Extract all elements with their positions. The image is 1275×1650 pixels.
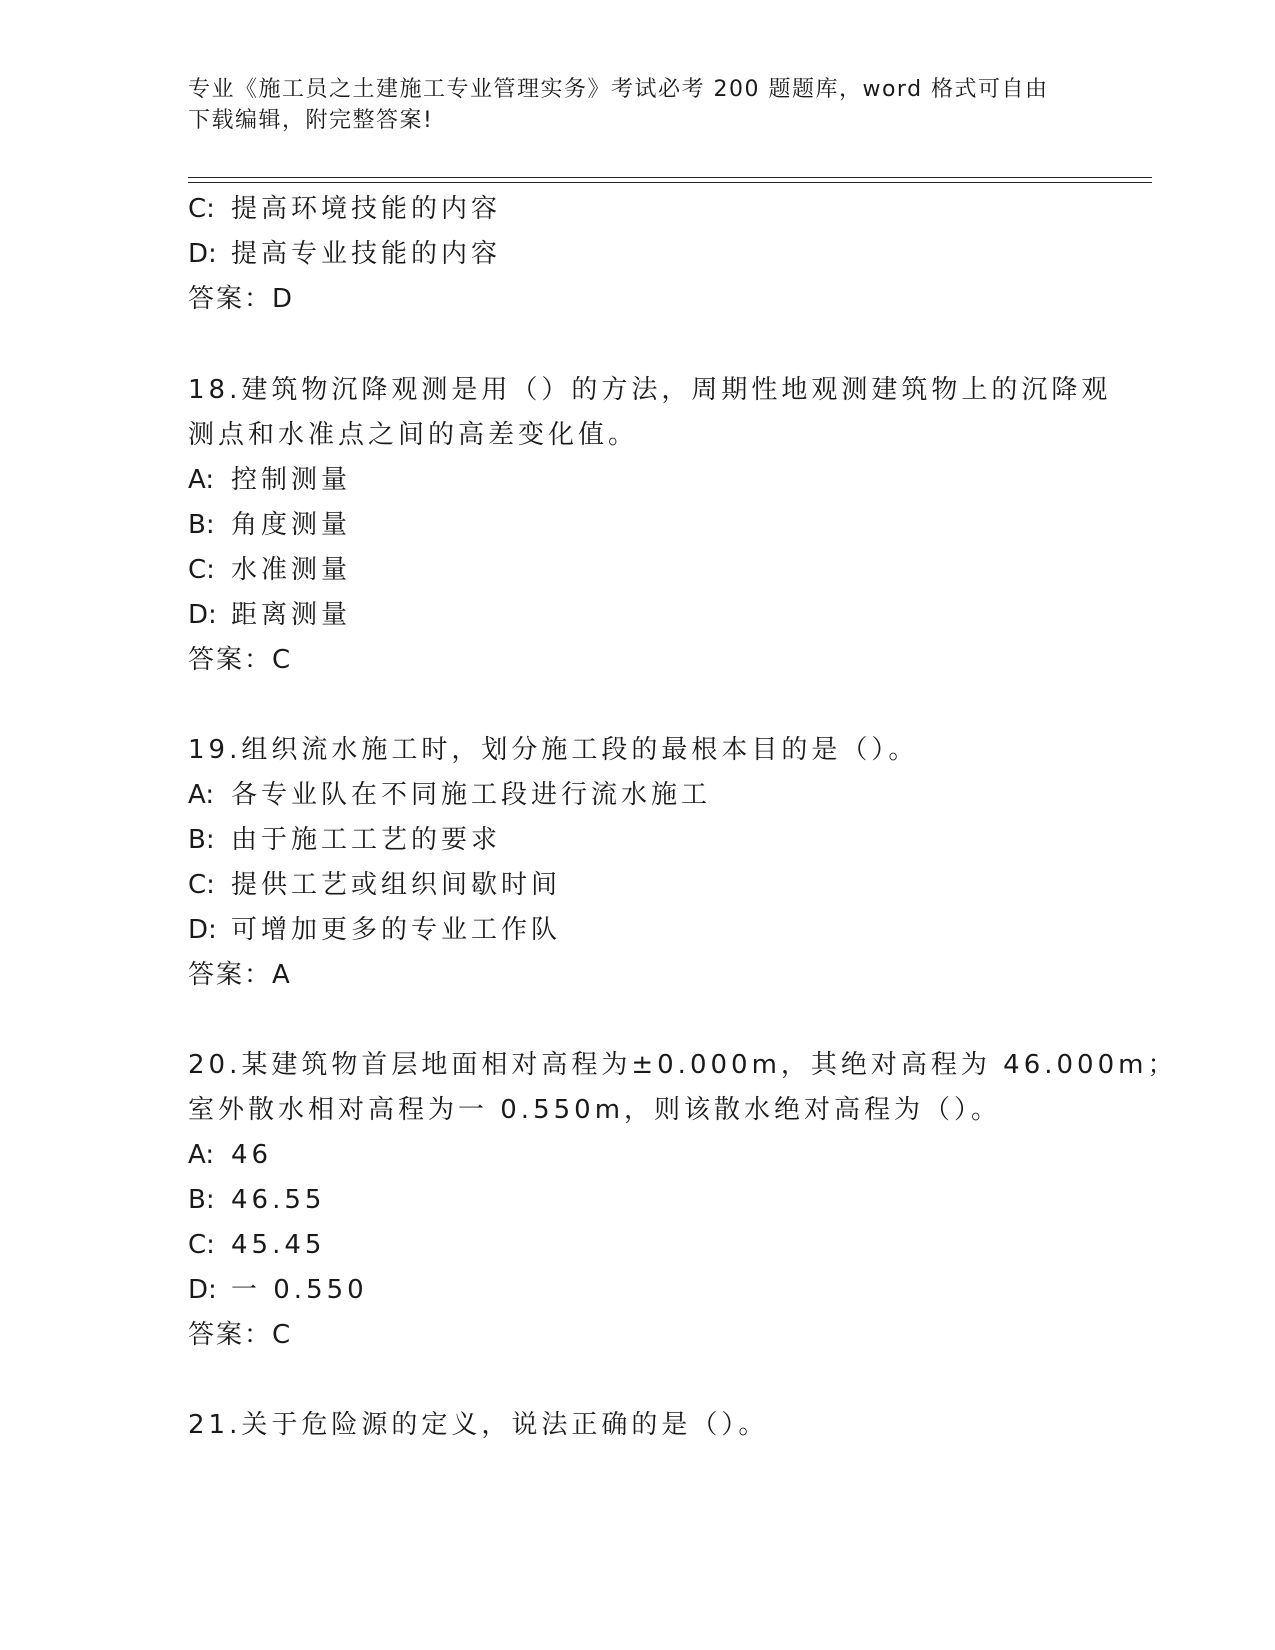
- option-b: [188, 510, 351, 540]
- option-letter: B:: [188, 1185, 215, 1215]
- option-letter: D:: [188, 239, 217, 269]
- option-c: [188, 870, 561, 900]
- option-text: 各专业队在不同施工段进行流水施工: [231, 780, 712, 810]
- option-c: [188, 194, 501, 224]
- option-a: [188, 780, 711, 810]
- question-20-line-2: 室外散水相对高程为一 0.550m，则该散水绝对高程为（）。: [188, 1095, 1002, 1125]
- question-20-line-1: 20.某建筑物首层地面相对高程为±0.000m，其绝对高程为 46.000m；: [188, 1050, 1178, 1080]
- header-divider-bottom: [188, 182, 1152, 183]
- option-letter: A:: [188, 465, 215, 495]
- question-21-line-1: 21.关于危险源的定义，说法正确的是（）。: [188, 1410, 769, 1440]
- option-letter: C:: [188, 1230, 215, 1260]
- option-text: 可增加更多的专业工作队: [231, 915, 562, 945]
- option-a: [188, 1140, 272, 1170]
- header-line-1: 专业《施工员之土建施工专业管理实务》考试必考 200 题题库，word 格式可自由: [188, 77, 1049, 102]
- option-text: 45.45: [231, 1230, 326, 1260]
- option-text: 控制测量: [231, 465, 352, 495]
- option-letter: A:: [188, 780, 215, 810]
- answer-line: 答案：A: [188, 960, 292, 990]
- question-18-line-1: 18.建筑物沉降观测是用（）的方法，周期性地观测建筑物上的沉降观: [188, 375, 1112, 405]
- option-text: 一 0.550: [231, 1275, 368, 1305]
- answer-line: 答案：C: [188, 1320, 293, 1350]
- option-letter: B:: [188, 510, 215, 540]
- option-text: 由于施工工艺的要求: [231, 825, 502, 855]
- document-header: [188, 74, 1068, 136]
- header-divider-top: [188, 177, 1152, 178]
- option-letter: D:: [188, 915, 217, 945]
- answer-line: 答案：D: [188, 284, 295, 314]
- option-letter: A:: [188, 1140, 215, 1170]
- option-letter: D:: [188, 600, 217, 630]
- option-letter: C:: [188, 870, 215, 900]
- header-line-2: 下载编辑，附完整答案!: [188, 108, 434, 133]
- option-letter: C:: [188, 555, 215, 585]
- option-letter: C:: [188, 194, 215, 224]
- option-text: 距离测量: [231, 600, 352, 630]
- option-letter: B:: [188, 825, 215, 855]
- option-d: [188, 915, 561, 945]
- answer-line: 答案：C: [188, 645, 293, 675]
- option-d: [188, 600, 351, 630]
- option-b: [188, 825, 501, 855]
- option-text: 46: [231, 1140, 273, 1170]
- option-d: [188, 1275, 368, 1305]
- option-c: [188, 555, 351, 585]
- option-text: 角度测量: [231, 510, 352, 540]
- option-a: [188, 465, 351, 495]
- option-d: [188, 239, 501, 269]
- question-19-line-1: 19.组织流水施工时，划分施工段的最根本目的是（）。: [188, 735, 919, 765]
- option-b: [188, 1185, 325, 1215]
- option-text: 提高环境技能的内容: [231, 194, 502, 224]
- option-text: 46.55: [231, 1185, 326, 1215]
- option-text: 水准测量: [231, 555, 352, 585]
- option-c: [188, 1230, 325, 1260]
- option-text: 提供工艺或组织间歇时间: [231, 870, 562, 900]
- question-18-line-2: 测点和水准点之间的高差变化值。: [188, 420, 639, 450]
- option-letter: D:: [188, 1275, 217, 1305]
- option-text: 提高专业技能的内容: [231, 239, 502, 269]
